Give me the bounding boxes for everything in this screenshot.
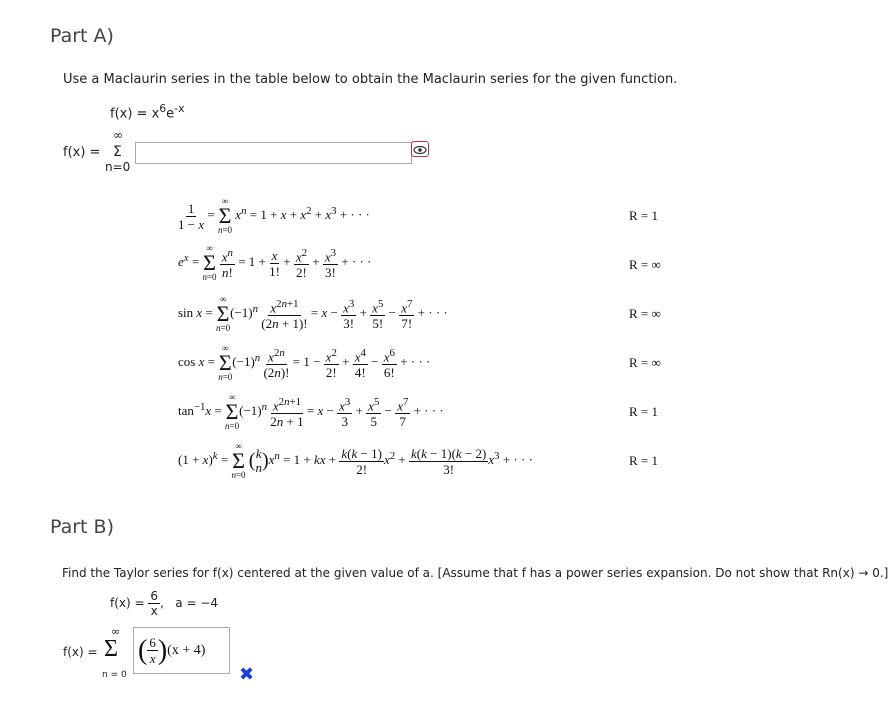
given-num: 6 bbox=[150, 589, 159, 603]
given-a: a = −4 bbox=[175, 596, 219, 610]
function-e: e bbox=[166, 106, 175, 122]
frac-1-over-1mx: $\frac{1}{1 - x}$ bbox=[178, 200, 205, 232]
left-paren: ( bbox=[138, 634, 148, 666]
r-value-4: R = ∞ bbox=[629, 355, 661, 370]
b-sigma-symbol: Σ bbox=[104, 636, 118, 662]
answer-tail: (x + 4) bbox=[167, 642, 206, 658]
answer-input[interactable] bbox=[135, 142, 412, 164]
series-row-sine: sin x = ∞ Σ n=0 $(-1)^n$ $\frac{x^{2n+1}}{(2n + 1)!}$ = x − $\frac{x^3}{3!}$ + $\frac{x^5}{5!}$ − $\frac{x^7}{7!}$ + · · · bbox=[178, 294, 448, 334]
given-prefix: f(x) = bbox=[110, 596, 145, 610]
series-row-binomial: $(1 + x)^k$ = ∞ Σ n=0 ( k n )$x^n = 1$ + kx + $\frac{k(k - 1)}{2!}$ $x^2$ + $\frac{k(k - 1)(k - 2)}{3!}$ $x^3$ + · · · bbox=[178, 441, 533, 481]
b-sum-lower: n = 0 bbox=[102, 670, 127, 680]
r-value-2: R = ∞ bbox=[629, 257, 661, 272]
function-exp: 6 bbox=[159, 102, 167, 115]
eye-icon bbox=[412, 143, 428, 157]
b-answer-prefix: f(x) = bbox=[63, 645, 98, 659]
part-a-function bbox=[110, 102, 184, 121]
part-b-heading: Part B) bbox=[50, 516, 114, 538]
sigma-symbol: Σ bbox=[113, 144, 122, 160]
series-row-cosine: cos x = ∞ Σ n=0 $(-1)^n$ $\frac{x^{2n}}{(2n)!}$ = 1 − $\frac{x^2}{2!}$ + $\frac{x^4}{4!}$ − $\frac{x^6}{6!}$ + · · · bbox=[178, 343, 431, 383]
sum-upper: ∞ bbox=[113, 128, 123, 142]
incorrect-x-icon: ✖ bbox=[239, 664, 255, 685]
series-row-exponential: $e^x$ = ∞ Σ n=0 $\frac{x^n}{n!}$ = 1 + $\frac{x}{1!}$ + $\frac{x^2}{2!}$ + $\frac{x^3}{3!}$ + · · · bbox=[178, 243, 372, 283]
part-a-heading: Part A) bbox=[50, 25, 114, 47]
r-value-6: R = 1 bbox=[629, 453, 659, 468]
function-e-exp: -x bbox=[174, 102, 185, 115]
r-value-5: R = 1 bbox=[629, 404, 659, 419]
function-base: f(x) = x bbox=[110, 106, 160, 122]
answer-num: 6 bbox=[149, 635, 156, 650]
series-row-arctan: $\tan^{-1}x$ = ∞ Σ n=0 $(-1)^n$ $\frac{x^{2n+1}}{2n + 1}$ = x − $\frac{x^3}{3}$ + $\frac{x^5}{5}$ − $\frac{x^7}{7}$ + · · · bbox=[178, 392, 444, 432]
given-den: x bbox=[150, 604, 158, 618]
answer-fraction bbox=[147, 636, 158, 665]
answer-den: x bbox=[149, 651, 156, 666]
answer-prefix: f(x) = bbox=[63, 145, 101, 160]
sum-lower: n=0 bbox=[105, 160, 131, 174]
given-fraction bbox=[148, 590, 160, 617]
taylor-answer-input[interactable] bbox=[133, 627, 230, 674]
r-value-3: R = ∞ bbox=[629, 306, 661, 321]
math-editor-icon[interactable] bbox=[411, 141, 429, 157]
b-sum-upper: ∞ bbox=[111, 625, 121, 638]
series-row-geometric: $\frac{1}{1 - x}$ = ∞ Σ n=0 $x^n = 1 + x + x^2 + x^3$ + · · · bbox=[178, 196, 370, 236]
part-a-instruction: Use a Maclaurin series in the table below to obtain the Maclaurin series for the given function. bbox=[63, 72, 678, 87]
right-paren: ) bbox=[157, 634, 168, 666]
part-b-instruction: Find the Taylor series for f(x) centered at the given value of a. [Assume that f has a power series expansion. Do not show that Rn(x) → 0.] bbox=[62, 566, 889, 580]
r-value-1: R = 1 bbox=[629, 208, 659, 223]
part-b-given: f(x) = $\frac{6}{x}$ , a = −4 bbox=[110, 589, 219, 618]
